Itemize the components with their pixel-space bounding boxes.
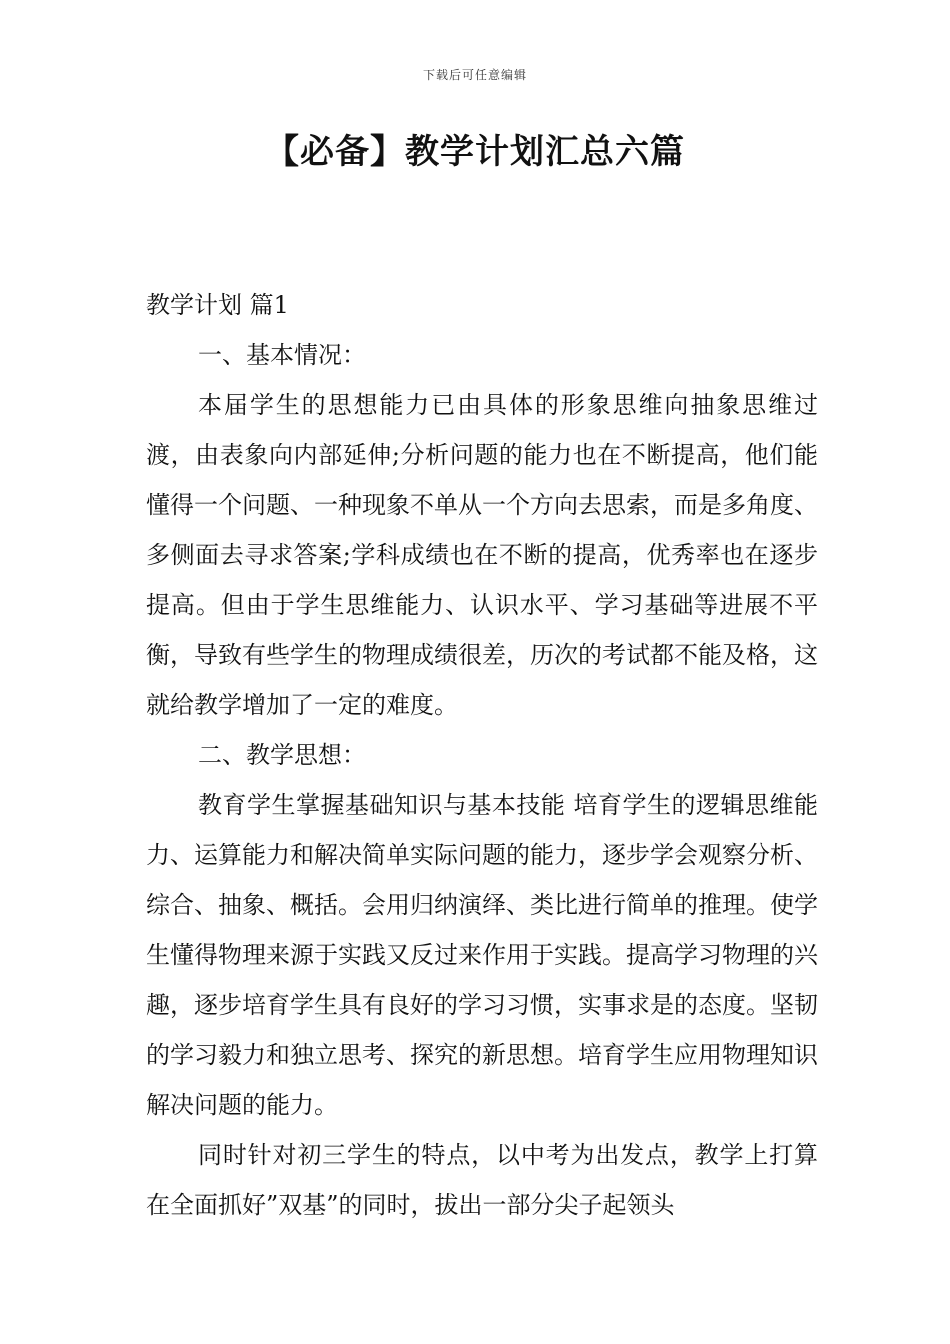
document-title: 【必备】教学计划汇总六篇 (265, 132, 685, 172)
part2-paragraph: 教育学生掌握基础知识与基本技能 培育学生的逻辑思维能力、运算能力和解决简单实际问题的能力，逐步学会观察分析、综合、抽象、概括。会用归纳演绎、类比进行简单的推理。使学生懂得物理来源于实践又反过来作用于实践。提高学习物理的兴趣，逐步培育学生具有良好的学习习惯，实事求是的态度。坚韧的学习毅力和独立思考、探究的新思想。培育学生应用物理知识解决问题的能力。 (146, 791, 818, 1119)
header-note: 下载后可任意编辑 (422, 68, 527, 82)
part3-paragraph: 同时针对初三学生的特点，以中考为出发点，教学上打算在全面抓好”双基”的同时，拔出一部分尖子起领头 (146, 1141, 818, 1219)
part1-heading: 一、基本情况： (198, 341, 366, 369)
part2-heading: 二、教学思想： (198, 741, 366, 769)
part1-paragraph: 本届学生的思想能力已由具体的形象思维向抽象思维过渡，由表象向内部延伸;分析问题的能力也在不断提高，他们能懂得一个问题、一种现象不单从一个方向去思索，而是多角度、多侧面去寻求答案;学科成绩也在不断的提高，优秀率也在逐步提高。但由于学生思维能力、认识水平、学习基础等进展不平衡，导致有些学生的物理成绩很差，历次的考试都不能及格，这就给教学增加了一定的难度。 (146, 391, 818, 719)
document-body (146, 280, 818, 1230)
section-heading: 教学计划 篇1 (146, 291, 289, 319)
